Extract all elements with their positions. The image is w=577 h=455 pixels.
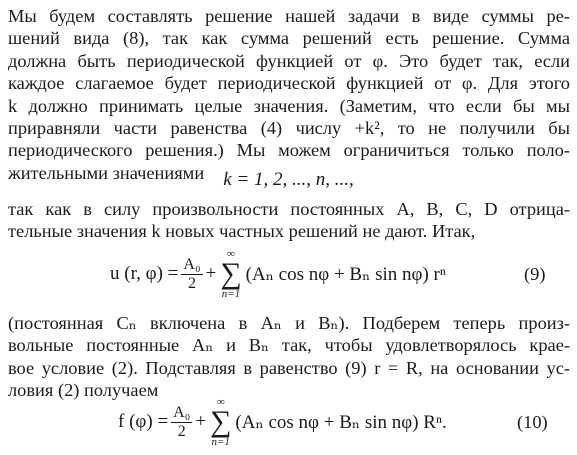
text-line: вое условие (2). Подставляя в равенство (9) r = R, на основании ус- [8, 357, 570, 378]
eq9-lower-limit: n=1 [221, 288, 241, 300]
eq10-sigma: ∑ [210, 405, 232, 438]
eq9-sum [220, 248, 241, 300]
eq9-numerator: A₀ [183, 255, 201, 273]
eq9-lhs: u (r, φ) = [110, 263, 179, 284]
paragraph-1 [8, 5, 570, 184]
equation-10 [118, 396, 447, 448]
eq10-lower-limit: n=1 [211, 436, 230, 448]
k-values-text: k = 1, 2, ..., n, ..., [223, 169, 354, 190]
equation-9-number: (9) [524, 264, 546, 284]
eq9-plus: + [205, 263, 217, 284]
text-line: вольные постоянные Aₙ и Bₙ так, чтобы удовлетворялось крае- [8, 335, 570, 356]
eq9-upper-limit: ∞ [227, 248, 235, 260]
eq9-body: (Aₙ cos nφ + Bₙ sin nφ) rⁿ [245, 263, 446, 285]
text-line: тельные значения k новых частных решений не дают. Итак, [8, 221, 476, 242]
eq10-fraction [171, 405, 192, 440]
paragraph-2 [8, 198, 570, 243]
text-line: жительными значениями [8, 162, 205, 183]
equation-10-number: (10) [517, 412, 548, 432]
eq10-denominator: 2 [177, 422, 186, 440]
eq9-denominator: 2 [187, 274, 196, 292]
text-line: приравняли части равенства (4) числу +k², то не получили бы [8, 118, 570, 139]
eq10-numerator: A₀ [173, 403, 191, 421]
text-line: каждое слагаемое будет периодической функцией от φ. Для этого [8, 73, 570, 94]
eq10-lhs: f (φ) = [118, 411, 169, 432]
text-line: ловия (2) получаем [8, 380, 159, 401]
eq9-fraction [181, 257, 202, 292]
eq10-plus: + [195, 411, 207, 432]
eq10-upper-limit: ∞ [216, 396, 225, 408]
eq9-sigma: ∑ [220, 257, 242, 290]
text-line: так как в силу произвольности постоянных A, B, C, D отрица- [8, 199, 570, 219]
paragraph-3 [8, 312, 570, 402]
eq10-body: (Aₙ cos nφ + Bₙ sin nφ) Rⁿ. [235, 411, 447, 433]
text-line: периодического решения.) Мы можем ограничиться только поло- [8, 140, 570, 161]
text-line: шений вида (8), так как сумма решений есть решение. Сумма [8, 28, 570, 49]
eq10-sum [210, 396, 231, 448]
text-line: (постоянная Cₙ включена в Aₙ и Bₙ). Подберем теперь произ- [8, 313, 570, 333]
equation-9 [110, 248, 446, 300]
k-values-formula [0, 168, 577, 192]
text-line: k должно принимать целые значения. (Заметим, что если бы мы [8, 95, 570, 116]
text-line: Мы будем составлять решение нашей задачи в виде суммы ре- [8, 6, 570, 26]
text-line: должна быть периодической функцией от φ. Это будет так, если [8, 50, 570, 71]
